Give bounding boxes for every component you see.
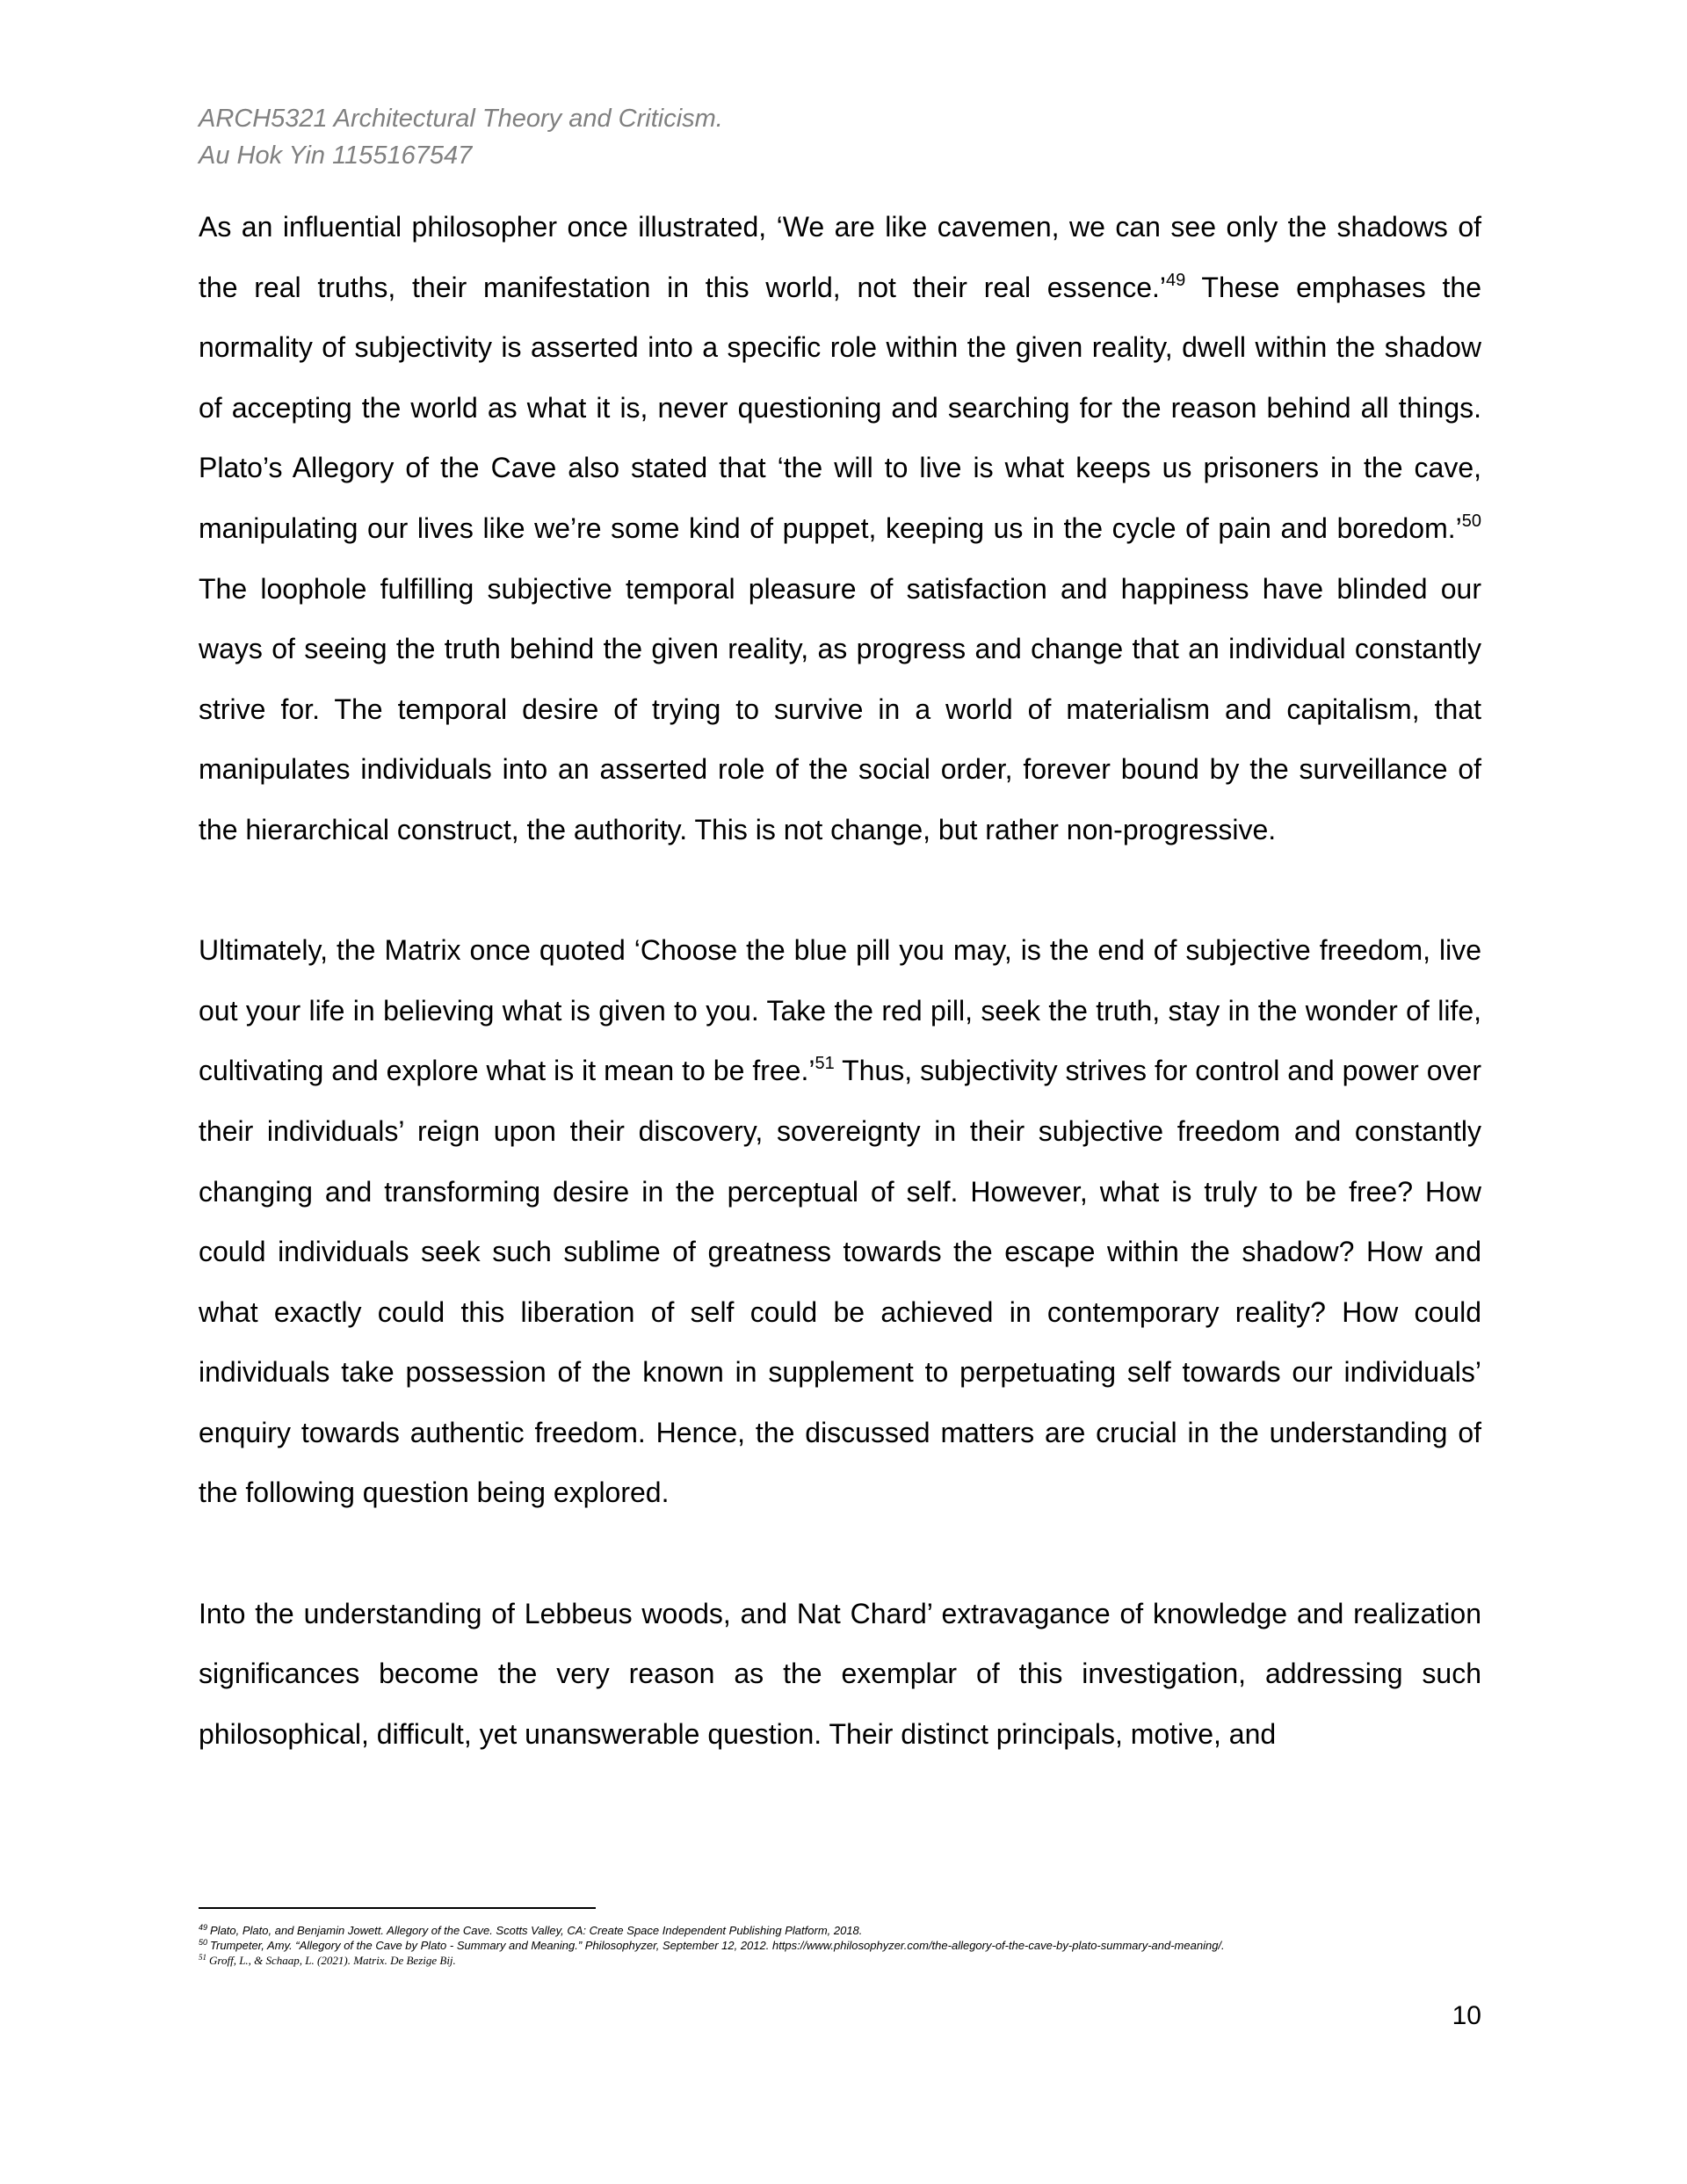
paragraph-2-part-2: Thus, subjectivity strives for control and power over their individuals’ reign upon their discovery, sovereignty in their subjective freedom and constantly changing and transforming desire in the perceptual of self. However, what is truly to be free? How could individuals seek such sublime of greatness towards the escape within the shadow? How and what exactly could this liberation of self could be achieved in contemporary reality? How could individuals take possession of the known in supplement to perpetuating self towards our individuals’ enquiry towards authentic freedom. Hence, the discussed matters are crucial in the understanding of the following question being explored. bbox=[199, 1055, 1482, 1509]
footnote-number: 51 bbox=[199, 1953, 206, 1962]
paragraph-2-part-1: Ultimately, the Matrix once quoted ‘Choose the blue pill you may, is the end of subjective freedom, live out your life in believing what is given to you. Take the red pill, seek the truth, stay in the wonder of life, cultivating and explore what is it mean to be free.’ bbox=[199, 934, 1481, 1087]
document-header bbox=[199, 100, 723, 174]
footnote-51 bbox=[199, 1953, 1517, 1968]
paragraph-1 bbox=[199, 197, 1481, 860]
footnote-number: 50 bbox=[199, 1938, 208, 1947]
footnote-ref-50[interactable]: 50 bbox=[1461, 511, 1481, 531]
paragraph-1-part-1: As an influential philosopher once illustrated, ‘We are like cavemen, we can see only the shadows of the real truths, their manifestation in this world, not their real essence.’ bbox=[199, 211, 1481, 303]
footnote-text: Groff, L., & Schaap, L. (2021). Matrix. De Bezige Bij. bbox=[209, 1954, 456, 1967]
course-title: ARCH5321 Architectural Theory and Criticism. bbox=[199, 105, 723, 133]
page-number: 10 bbox=[1452, 2001, 1481, 2030]
footnotes bbox=[199, 1923, 1517, 1968]
footnote-text: Plato, Plato, and Benjamin Jowett. Allegory of the Cave. Scotts Valley, CA: Create Space Independent Publishing Platform, 2018. bbox=[210, 1924, 863, 1937]
footnote-number: 49 bbox=[199, 1923, 208, 1932]
footnote-ref-49[interactable]: 49 bbox=[1166, 270, 1186, 290]
footnote-49 bbox=[199, 1923, 1517, 1938]
paragraph-3-part-1: Into the understanding of Lebbeus woods, and Nat Chard’ extravagance of knowledge and realization significances become the very reason as the exemplar of this investigation, addressing such philosophical, difficult, yet unanswerable question. Their distinct principals, motive, and bbox=[199, 1597, 1481, 1750]
footnote-text: Trumpeter, Amy. “Allegory of the Cave by Plato - Summary and Meaning.” Philosophyzer, September 12, 2012. https://www.philosophyzer.com/the-allegory-of-the-cave-by-plato-summary-and-meaning/. bbox=[210, 1939, 1225, 1952]
paragraph-3 bbox=[199, 1584, 1481, 1765]
author-line: Au Hok Yin 1155167547 bbox=[199, 141, 473, 170]
paragraph-1-part-3: The loophole fulfilling subjective temporal pleasure of satisfaction and happiness have blinded our ways of seeing the truth behind the given reality, as progress and change that an individual constantly strive for. The temporal desire of trying to survive in a world of materialism and capitalism, that manipulates individuals into an asserted role of the social order, forever bound by the surveillance of the hierarchical construct, the authority. This is not change, but rather non-progressive. bbox=[199, 572, 1481, 845]
footnote-50 bbox=[199, 1938, 1517, 1953]
paragraph-2 bbox=[199, 920, 1481, 1523]
footnote-ref-51[interactable]: 51 bbox=[815, 1054, 835, 1074]
paragraph-1-part-2: These emphases the normality of subjectivity is asserted into a specific role within the given reality, dwell within the shadow of accepting the world as what it is, never questioning and searching for the reason behind all things. Plato’s Allegory of the Cave also stated that ‘the will to live is what keeps us prisoners in the cave, manipulating our lives like we’re some kind of puppet, keeping us in the cycle of pain and boredom.’ bbox=[199, 271, 1482, 544]
body-text bbox=[199, 197, 1481, 1764]
footnote-separator bbox=[199, 1907, 596, 1909]
